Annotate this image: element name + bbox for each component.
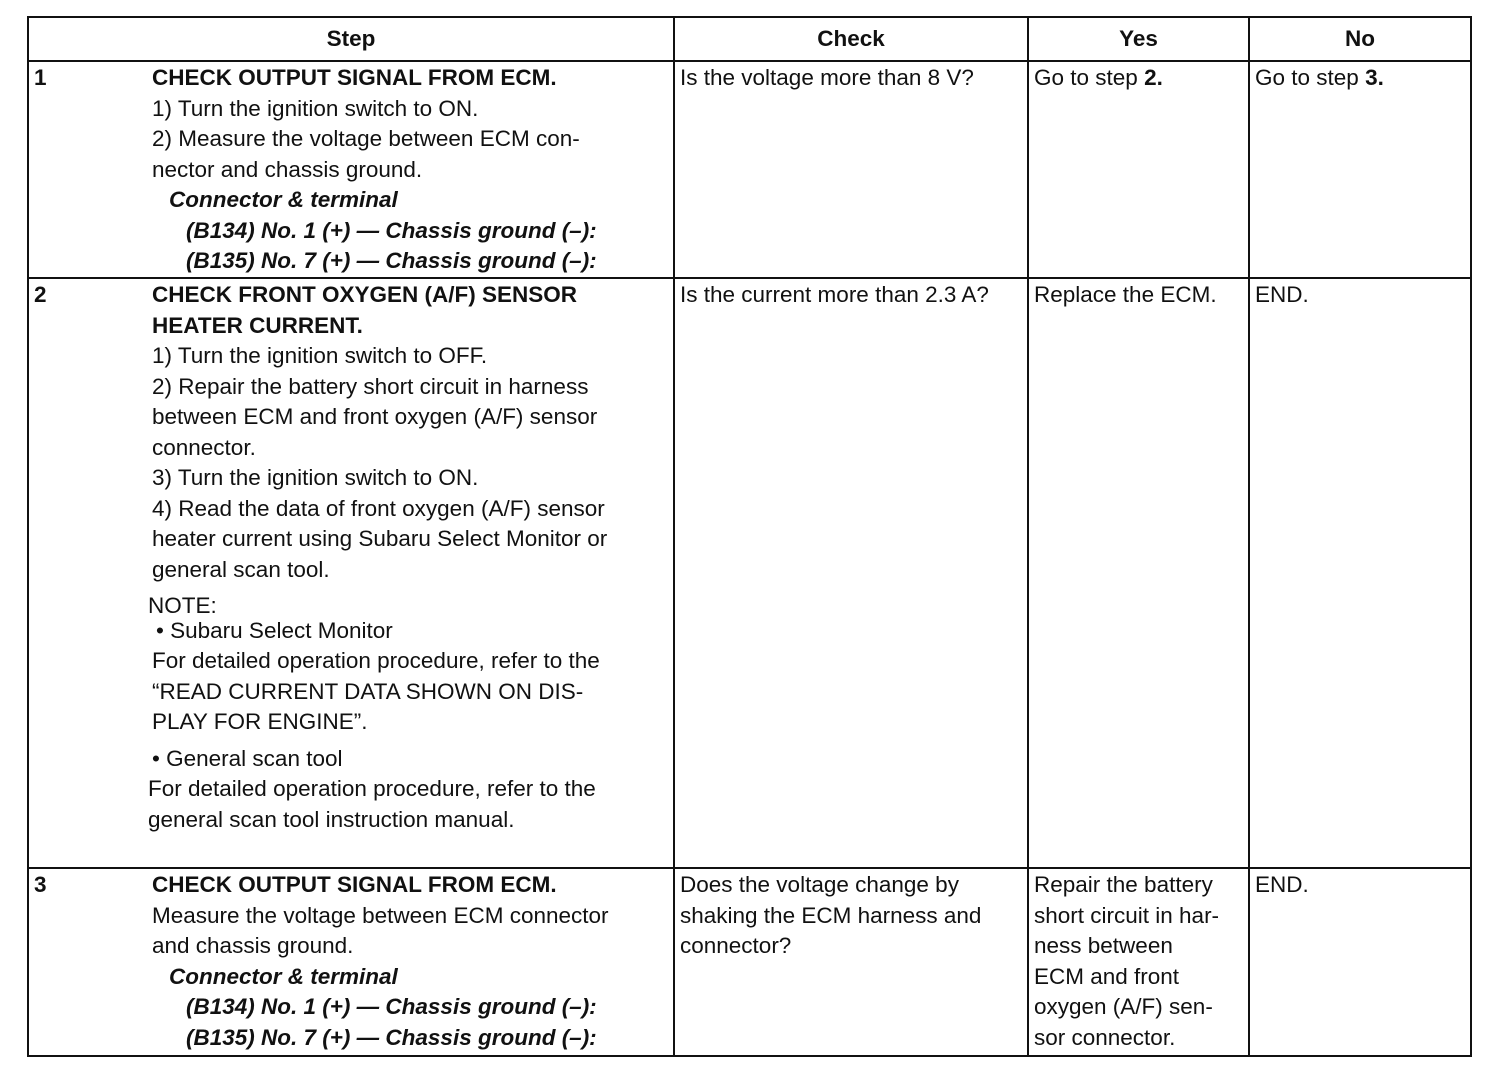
yes-prefix: Go to step <box>1034 65 1145 90</box>
yes-line: Repair the battery <box>1034 872 1213 897</box>
check-line: shaking the ECM harness and <box>680 902 982 928</box>
yes-line: ness between <box>1034 933 1173 958</box>
step-cell <box>28 868 674 1056</box>
note-label: NOTE: <box>148 593 217 618</box>
header-yes: Yes <box>1028 17 1249 61</box>
note-line: For detailed operation procedure, refer to the <box>152 648 600 673</box>
table-row <box>28 278 1471 868</box>
connector-terminal: (B135) No. 7 (+) — Chassis ground (–): <box>186 1024 597 1050</box>
instruction-line: 2) Measure the voltage between ECM con- <box>152 126 580 151</box>
note-bullet: • General scan tool <box>152 745 343 771</box>
no-cell <box>1249 61 1471 278</box>
table-row <box>28 61 1471 278</box>
diagnostic-table <box>27 16 1472 1057</box>
instruction-line: 3) Turn the ignition switch to ON. <box>152 465 479 490</box>
table-row <box>28 868 1471 1056</box>
yes-text: Replace the ECM. <box>1034 282 1217 307</box>
yes-line: oxygen (A/F) sen- <box>1034 994 1213 1019</box>
check-line: connector? <box>680 933 792 958</box>
step-number: 3 <box>34 872 47 897</box>
yes-text <box>1029 62 1248 94</box>
instruction-line: 1) Turn the ignition switch to OFF. <box>152 343 488 368</box>
check-text <box>675 869 1027 962</box>
no-cell <box>1249 868 1471 1056</box>
note-line: PLAY FOR ENGINE”. <box>152 709 368 734</box>
instruction-line: between ECM and front oxygen (A/F) sensor <box>152 404 598 429</box>
step-cell <box>28 278 674 868</box>
step-title: CHECK OUTPUT SIGNAL FROM ECM. <box>152 872 557 897</box>
yes-cell <box>1028 868 1249 1056</box>
header-step: Step <box>28 17 674 61</box>
step-title: HEATER CURRENT. <box>152 312 363 338</box>
no-text: END. <box>1255 872 1309 897</box>
instruction-line: Measure the voltage between ECM connector <box>152 902 609 928</box>
step-title: CHECK FRONT OXYGEN (A/F) SENSOR <box>152 282 578 307</box>
instruction-line: heater current using Subaru Select Monitor or <box>152 526 608 551</box>
check-cell <box>674 61 1028 278</box>
yes-step-ref: 2. <box>1144 65 1163 90</box>
step-cell <box>28 61 674 278</box>
yes-line: ECM and front <box>1034 963 1180 989</box>
check-text: Is the current more than 2.3 A? <box>680 282 989 307</box>
no-prefix: Go to step <box>1255 65 1366 90</box>
check-cell <box>674 868 1028 1056</box>
note-line: For detailed operation procedure, refer to the <box>148 776 596 801</box>
instruction-line: nector and chassis ground. <box>152 156 423 182</box>
yes-line: sor connector. <box>1034 1024 1176 1050</box>
instruction-line: general scan tool. <box>152 556 330 582</box>
no-text <box>1250 62 1470 94</box>
step-number: 2 <box>34 282 47 307</box>
header-no: No <box>1249 17 1471 61</box>
instruction-line: 4) Read the data of front oxygen (A/F) sensor <box>152 495 605 521</box>
connector-label: Connector & terminal <box>169 187 398 212</box>
connector-terminal: (B135) No. 7 (+) — Chassis ground (–): <box>186 248 597 273</box>
instruction-line: 2) Repair the battery short circuit in harness <box>152 373 589 399</box>
no-step-ref: 3. <box>1365 65 1384 90</box>
yes-text <box>1029 869 1248 1053</box>
instruction-line: connector. <box>152 434 256 460</box>
instruction-line: and chassis ground. <box>152 933 354 958</box>
header-check: Check <box>674 17 1028 61</box>
check-cell <box>674 278 1028 868</box>
yes-cell <box>1028 61 1249 278</box>
no-text: END. <box>1255 282 1309 307</box>
connector-terminal: (B134) No. 1 (+) — Chassis ground (–): <box>186 994 597 1019</box>
connector-label: Connector & terminal <box>169 963 398 989</box>
check-text: Is the voltage more than 8 V? <box>680 65 974 90</box>
instruction-line: 1) Turn the ignition switch to ON. <box>152 95 479 121</box>
header-row <box>28 17 1471 61</box>
note-line: general scan tool instruction manual. <box>148 806 515 832</box>
no-cell <box>1249 278 1471 868</box>
connector-terminal: (B134) No. 1 (+) — Chassis ground (–): <box>186 217 597 243</box>
note-line: “READ CURRENT DATA SHOWN ON DIS- <box>152 678 584 704</box>
yes-line: short circuit in har- <box>1034 902 1220 928</box>
yes-cell <box>1028 278 1249 868</box>
step-title: CHECK OUTPUT SIGNAL FROM ECM. <box>152 65 557 90</box>
step-number: 1 <box>34 65 47 90</box>
check-line: Does the voltage change by <box>680 872 959 897</box>
note-bullet: • Subaru Select Monitor <box>156 617 393 643</box>
